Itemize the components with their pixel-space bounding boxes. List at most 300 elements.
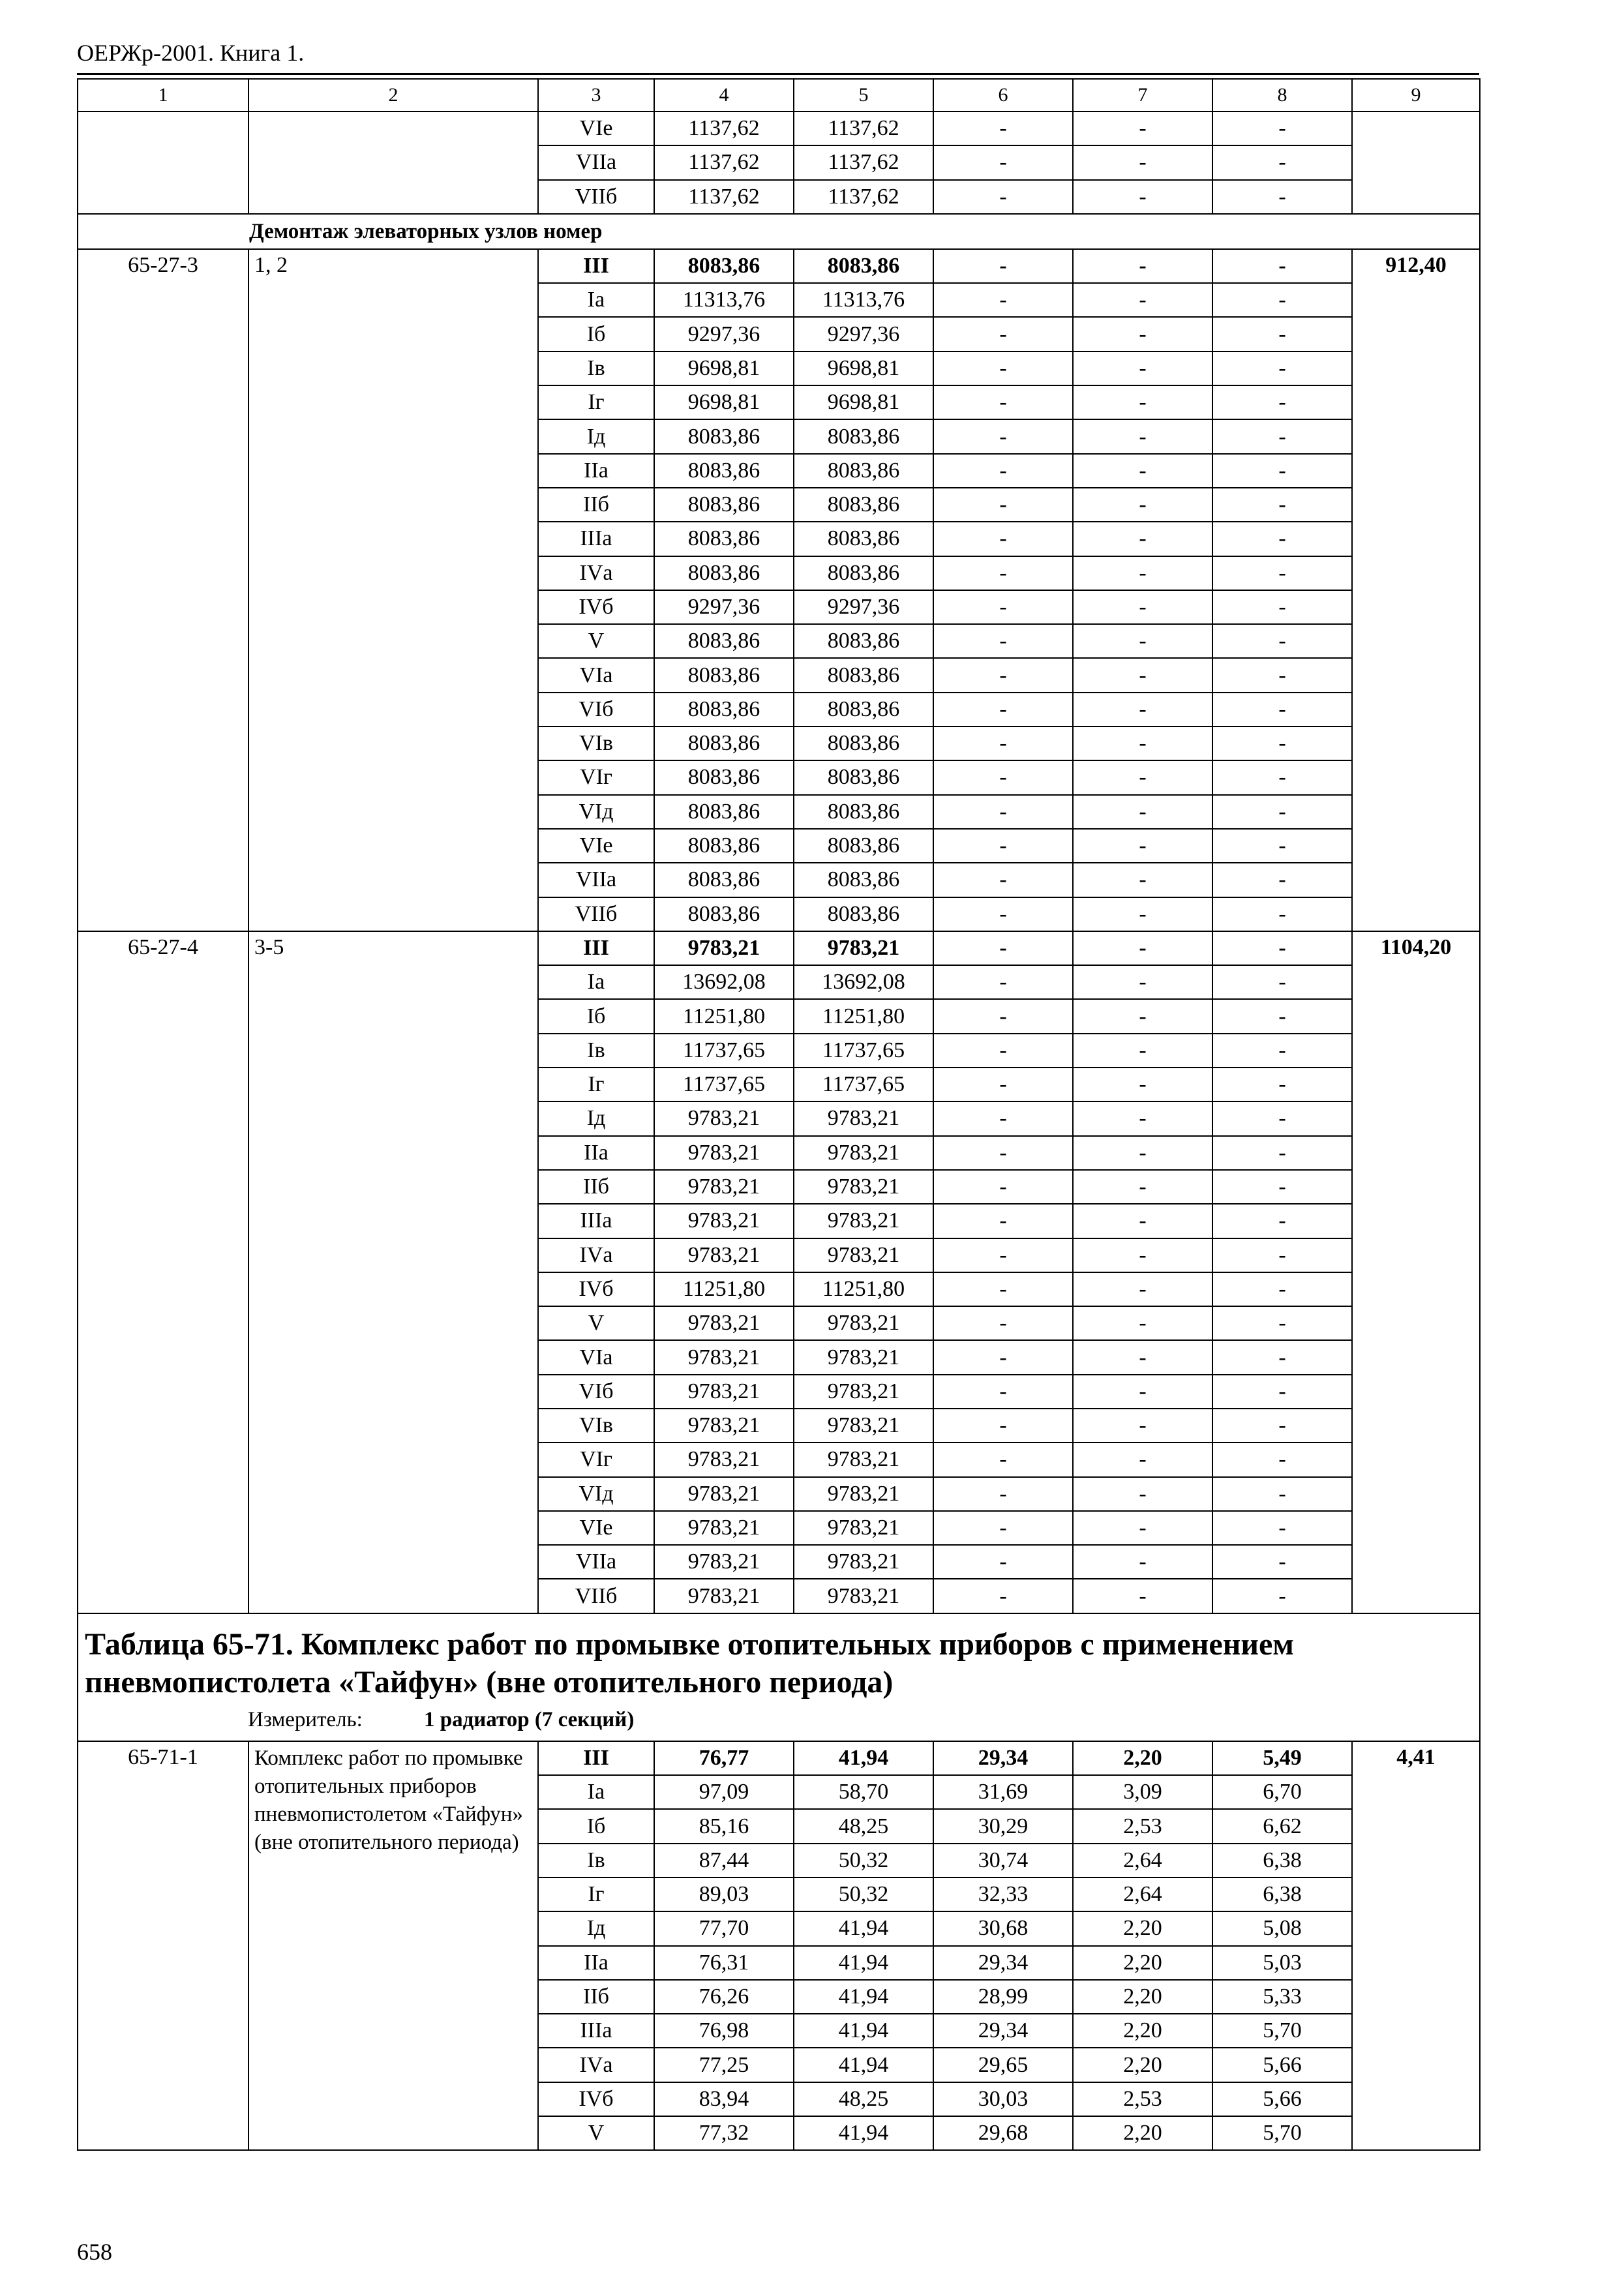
value-cell-5: 8083,86: [794, 454, 933, 488]
group-cell: VIб: [538, 1375, 654, 1409]
value-cell-7: -: [1073, 488, 1212, 522]
value-cell-4: 8083,86: [654, 419, 794, 453]
group-cell: IIа: [538, 454, 654, 488]
column-number: 1: [78, 79, 248, 112]
value-cell-4: 11737,65: [654, 1068, 794, 1101]
value-cell-4: 76,77: [654, 1741, 794, 1775]
value-cell-4: 9783,21: [654, 1238, 794, 1272]
value-cell-5: 9783,21: [794, 1477, 933, 1511]
value-cell-8: 5,49: [1212, 1741, 1352, 1775]
value-cell-4: 9783,21: [654, 1545, 794, 1579]
value-cell-6: -: [933, 1409, 1073, 1443]
value-cell-5: 11313,76: [794, 283, 933, 317]
value-cell-4: 8083,86: [654, 249, 794, 283]
value-cell-4: 77,32: [654, 2116, 794, 2150]
value-cell-4: 13692,08: [654, 965, 794, 999]
value-cell-6: -: [933, 658, 1073, 692]
value-cell-6: -: [933, 965, 1073, 999]
value-cell-8: -: [1212, 249, 1352, 283]
value-cell-8: 6,70: [1212, 1775, 1352, 1809]
value-cell-8: -: [1212, 556, 1352, 590]
value-cell-8: -: [1212, 419, 1352, 453]
group-cell: III: [538, 931, 654, 965]
value-cell-7: -: [1073, 726, 1212, 760]
value-cell-8: -: [1212, 1136, 1352, 1170]
value-cell-4: 9783,21: [654, 1101, 794, 1135]
value-cell-7: -: [1073, 249, 1212, 283]
group-cell: IIIа: [538, 522, 654, 556]
sum-cell: 4,41: [1352, 1741, 1480, 2151]
sum-cell: 912,40: [1352, 249, 1480, 931]
value-cell-8: -: [1212, 658, 1352, 692]
value-cell-7: -: [1073, 180, 1212, 214]
group-cell: VIе: [538, 112, 654, 145]
group-cell: Iд: [538, 1101, 654, 1135]
value-cell-4: 87,44: [654, 1844, 794, 1878]
value-cell-7: -: [1073, 1136, 1212, 1170]
price-table: [77, 78, 1481, 2151]
group-cell: VIг: [538, 760, 654, 794]
code-cell: [78, 112, 248, 214]
value-cell-6: -: [933, 352, 1073, 385]
value-cell-6: -: [933, 1511, 1073, 1545]
value-cell-8: -: [1212, 1579, 1352, 1613]
value-cell-7: -: [1073, 965, 1212, 999]
value-cell-8: 6,38: [1212, 1878, 1352, 1911]
value-cell-8: -: [1212, 931, 1352, 965]
value-cell-5: 8083,86: [794, 693, 933, 726]
value-cell-8: -: [1212, 454, 1352, 488]
group-cell: Iв: [538, 1844, 654, 1878]
value-cell-8: -: [1212, 1101, 1352, 1135]
value-cell-8: 5,66: [1212, 2048, 1352, 2082]
value-cell-6: -: [933, 1340, 1073, 1374]
value-cell-6: -: [933, 556, 1073, 590]
price-table-body: [78, 79, 1480, 2150]
value-cell-5: 8083,86: [794, 522, 933, 556]
value-cell-8: -: [1212, 1545, 1352, 1579]
value-cell-4: 9783,21: [654, 1409, 794, 1443]
value-cell-5: 9783,21: [794, 1101, 933, 1135]
value-cell-4: 76,98: [654, 2014, 794, 2048]
value-cell-6: 29,34: [933, 2014, 1073, 2048]
value-cell-5: 9783,21: [794, 1579, 933, 1613]
value-cell-7: -: [1073, 419, 1212, 453]
value-cell-5: 8083,86: [794, 863, 933, 897]
value-cell-7: -: [1073, 1238, 1212, 1272]
value-cell-6: 29,65: [933, 2048, 1073, 2082]
group-cell: Iв: [538, 352, 654, 385]
value-cell-5: 8083,86: [794, 419, 933, 453]
value-cell-4: 8083,86: [654, 795, 794, 829]
value-cell-5: 11737,65: [794, 1068, 933, 1101]
value-cell-5: 8083,86: [794, 897, 933, 931]
value-cell-5: 48,25: [794, 2082, 933, 2116]
value-cell-4: 8083,86: [654, 829, 794, 863]
value-cell-8: -: [1212, 1340, 1352, 1374]
value-cell-7: -: [1073, 1170, 1212, 1204]
value-cell-7: 2,53: [1073, 1809, 1212, 1843]
group-cell: VIб: [538, 693, 654, 726]
value-cell-5: 9783,21: [794, 1340, 933, 1374]
group-cell: IIIа: [538, 1204, 654, 1238]
value-cell-8: -: [1212, 1068, 1352, 1101]
value-cell-5: 50,32: [794, 1878, 933, 1911]
group-cell: VIIа: [538, 145, 654, 179]
value-cell-8: -: [1212, 863, 1352, 897]
value-cell-7: 2,64: [1073, 1878, 1212, 1911]
value-cell-6: 32,33: [933, 1878, 1073, 1911]
value-cell-8: -: [1212, 352, 1352, 385]
value-cell-7: 2,20: [1073, 2014, 1212, 2048]
value-cell-4: 9783,21: [654, 1375, 794, 1409]
value-cell-5: 9783,21: [794, 931, 933, 965]
value-cell-7: -: [1073, 352, 1212, 385]
value-cell-4: 8083,86: [654, 522, 794, 556]
value-cell-7: -: [1073, 624, 1212, 658]
value-cell-8: -: [1212, 1238, 1352, 1272]
value-cell-5: 9783,21: [794, 1170, 933, 1204]
group-cell: VIв: [538, 1409, 654, 1443]
group-cell: Iг: [538, 385, 654, 419]
value-cell-7: -: [1073, 1101, 1212, 1135]
value-cell-7: -: [1073, 760, 1212, 794]
value-cell-5: 58,70: [794, 1775, 933, 1809]
group-cell: Iг: [538, 1068, 654, 1101]
value-cell-6: -: [933, 1136, 1073, 1170]
group-cell: VIе: [538, 1511, 654, 1545]
value-cell-4: 8083,86: [654, 624, 794, 658]
value-cell-5: 41,94: [794, 1741, 933, 1775]
value-cell-6: -: [933, 385, 1073, 419]
table-row: [78, 112, 1480, 145]
value-cell-4: 8083,86: [654, 863, 794, 897]
table-row: [78, 1741, 1480, 1775]
group-cell: Iб: [538, 999, 654, 1033]
header-rule: [77, 73, 1479, 75]
value-cell-7: -: [1073, 283, 1212, 317]
value-cell-7: -: [1073, 1272, 1212, 1306]
value-cell-6: -: [933, 931, 1073, 965]
column-number: 5: [794, 79, 933, 112]
value-cell-8: -: [1212, 829, 1352, 863]
name-cell: 3-5: [248, 931, 538, 1613]
value-cell-7: 2,20: [1073, 1946, 1212, 1980]
value-cell-8: -: [1212, 317, 1352, 351]
value-cell-8: -: [1212, 522, 1352, 556]
value-cell-6: -: [933, 760, 1073, 794]
value-cell-8: -: [1212, 726, 1352, 760]
value-cell-4: 76,26: [654, 1980, 794, 2014]
value-cell-4: 77,70: [654, 1911, 794, 1945]
value-cell-7: -: [1073, 1034, 1212, 1068]
value-cell-6: -: [933, 999, 1073, 1033]
column-number: 3: [538, 79, 654, 112]
group-cell: VIIа: [538, 863, 654, 897]
value-cell-5: 9698,81: [794, 385, 933, 419]
value-cell-7: 2,53: [1073, 2082, 1212, 2116]
group-cell: Iа: [538, 1775, 654, 1809]
value-cell-6: -: [933, 454, 1073, 488]
value-cell-5: 8083,86: [794, 624, 933, 658]
value-cell-4: 8083,86: [654, 897, 794, 931]
value-cell-7: 2,20: [1073, 1980, 1212, 2014]
value-cell-4: 8083,86: [654, 658, 794, 692]
value-cell-8: -: [1212, 590, 1352, 624]
value-cell-5: 1137,62: [794, 112, 933, 145]
value-cell-8: 5,70: [1212, 2116, 1352, 2150]
value-cell-5: 11251,80: [794, 999, 933, 1033]
group-cell: Iа: [538, 965, 654, 999]
value-cell-8: -: [1212, 385, 1352, 419]
value-cell-5: 9783,21: [794, 1511, 933, 1545]
group-cell: IIб: [538, 488, 654, 522]
value-cell-5: 1137,62: [794, 145, 933, 179]
value-cell-6: -: [933, 522, 1073, 556]
value-cell-8: 5,70: [1212, 2014, 1352, 2048]
value-cell-5: 9783,21: [794, 1443, 933, 1476]
value-cell-5: 8083,86: [794, 488, 933, 522]
group-cell: Iг: [538, 1878, 654, 1911]
value-cell-8: -: [1212, 1306, 1352, 1340]
measure-value: 1 радиатор (7 секций): [424, 1707, 635, 1731]
value-cell-8: -: [1212, 1409, 1352, 1443]
column-number-row: [78, 79, 1480, 112]
value-cell-6: 30,74: [933, 1844, 1073, 1878]
value-cell-6: -: [933, 829, 1073, 863]
value-cell-8: -: [1212, 1375, 1352, 1409]
value-cell-7: -: [1073, 999, 1212, 1033]
value-cell-8: -: [1212, 180, 1352, 214]
value-cell-7: -: [1073, 1204, 1212, 1238]
value-cell-6: 30,03: [933, 2082, 1073, 2116]
value-cell-7: -: [1073, 1306, 1212, 1340]
value-cell-5: 9783,21: [794, 1409, 933, 1443]
table-title-row: [78, 1613, 1480, 1741]
value-cell-6: -: [933, 1101, 1073, 1135]
value-cell-4: 8083,86: [654, 726, 794, 760]
group-cell: IIб: [538, 1170, 654, 1204]
group-cell: IVб: [538, 2082, 654, 2116]
value-cell-5: 8083,86: [794, 556, 933, 590]
group-cell: IVа: [538, 2048, 654, 2082]
value-cell-6: -: [933, 1545, 1073, 1579]
group-cell: VIг: [538, 1443, 654, 1476]
table-measure: [85, 1707, 1473, 1733]
value-cell-8: -: [1212, 1170, 1352, 1204]
value-cell-5: 8083,86: [794, 829, 933, 863]
value-cell-5: 1137,62: [794, 180, 933, 214]
value-cell-4: 9783,21: [654, 1340, 794, 1374]
value-cell-5: 9783,21: [794, 1136, 933, 1170]
value-cell-5: 41,94: [794, 1946, 933, 1980]
value-cell-6: -: [933, 1272, 1073, 1306]
value-cell-6: -: [933, 1477, 1073, 1511]
value-cell-6: 29,68: [933, 2116, 1073, 2150]
value-cell-7: -: [1073, 1409, 1212, 1443]
value-cell-5: 13692,08: [794, 965, 933, 999]
value-cell-7: -: [1073, 556, 1212, 590]
value-cell-6: -: [933, 317, 1073, 351]
name-cell: [248, 112, 538, 214]
value-cell-7: -: [1073, 795, 1212, 829]
value-cell-6: -: [933, 863, 1073, 897]
value-cell-4: 83,94: [654, 2082, 794, 2116]
value-cell-7: 2,20: [1073, 2048, 1212, 2082]
value-cell-5: 41,94: [794, 1911, 933, 1945]
value-cell-7: 2,20: [1073, 2116, 1212, 2150]
value-cell-7: -: [1073, 1545, 1212, 1579]
value-cell-5: 9783,21: [794, 1306, 933, 1340]
value-cell-6: -: [933, 590, 1073, 624]
value-cell-8: -: [1212, 112, 1352, 145]
group-cell: VIд: [538, 795, 654, 829]
sum-cell: [1352, 112, 1480, 214]
value-cell-8: 5,08: [1212, 1911, 1352, 1945]
value-cell-4: 9698,81: [654, 385, 794, 419]
group-cell: Iд: [538, 1911, 654, 1945]
column-number: 2: [248, 79, 538, 112]
table-title: Таблица 65-71. Комплекс работ по промывке отопительных приборов с применением пневмопистолета «Тайфун» (вне отопительного периода): [85, 1626, 1294, 1699]
value-cell-6: -: [933, 1034, 1073, 1068]
group-cell: IVб: [538, 1272, 654, 1306]
value-cell-8: -: [1212, 965, 1352, 999]
section-heading-row: [78, 214, 1480, 249]
value-cell-7: -: [1073, 590, 1212, 624]
value-cell-5: 41,94: [794, 1980, 933, 2014]
value-cell-7: -: [1073, 145, 1212, 179]
value-cell-7: -: [1073, 1375, 1212, 1409]
value-cell-7: -: [1073, 1443, 1212, 1476]
value-cell-8: -: [1212, 795, 1352, 829]
value-cell-4: 77,25: [654, 2048, 794, 2082]
measure-label: Измеритель:: [248, 1707, 363, 1731]
value-cell-7: -: [1073, 522, 1212, 556]
group-cell: Iа: [538, 283, 654, 317]
value-cell-6: -: [933, 795, 1073, 829]
value-cell-5: 41,94: [794, 2116, 933, 2150]
value-cell-5: 9783,21: [794, 1204, 933, 1238]
value-cell-5: 9297,36: [794, 317, 933, 351]
value-cell-7: -: [1073, 897, 1212, 931]
value-cell-7: -: [1073, 317, 1212, 351]
name-cell: Комплекс работ по промывке отопительных приборов пневмопистолетом «Тайфун» (вне отопительного периода): [248, 1741, 538, 2151]
value-cell-4: 9783,21: [654, 931, 794, 965]
value-cell-6: -: [933, 1375, 1073, 1409]
value-cell-8: -: [1212, 1204, 1352, 1238]
value-cell-6: -: [933, 693, 1073, 726]
value-cell-6: -: [933, 1068, 1073, 1101]
table-row: [78, 931, 1480, 965]
value-cell-8: -: [1212, 1443, 1352, 1476]
value-cell-6: -: [933, 624, 1073, 658]
value-cell-6: -: [933, 180, 1073, 214]
value-cell-5: 11737,65: [794, 1034, 933, 1068]
group-cell: V: [538, 1306, 654, 1340]
value-cell-7: -: [1073, 1511, 1212, 1545]
value-cell-8: -: [1212, 1477, 1352, 1511]
value-cell-7: -: [1073, 454, 1212, 488]
value-cell-5: 8083,86: [794, 795, 933, 829]
table-row: [78, 249, 1480, 283]
group-cell: VIIб: [538, 1579, 654, 1613]
value-cell-5: 9783,21: [794, 1375, 933, 1409]
value-cell-5: 41,94: [794, 2014, 933, 2048]
value-cell-4: 9783,21: [654, 1136, 794, 1170]
value-cell-7: 2,20: [1073, 1741, 1212, 1775]
value-cell-7: -: [1073, 658, 1212, 692]
group-cell: IIб: [538, 1980, 654, 2014]
value-cell-7: -: [1073, 1068, 1212, 1101]
value-cell-7: -: [1073, 931, 1212, 965]
code-cell: 65-27-4: [78, 931, 248, 1613]
value-cell-4: 9783,21: [654, 1306, 794, 1340]
page-header: ОЕРЖр-2001. Книга 1.: [77, 40, 305, 66]
group-cell: VIд: [538, 1477, 654, 1511]
value-cell-4: 1137,62: [654, 145, 794, 179]
value-cell-5: 8083,86: [794, 726, 933, 760]
code-cell: 65-27-3: [78, 249, 248, 931]
value-cell-4: 9297,36: [654, 590, 794, 624]
value-cell-6: -: [933, 897, 1073, 931]
value-cell-6: -: [933, 1204, 1073, 1238]
value-cell-6: -: [933, 1579, 1073, 1613]
value-cell-6: -: [933, 145, 1073, 179]
value-cell-4: 9783,21: [654, 1443, 794, 1476]
value-cell-4: 9783,21: [654, 1204, 794, 1238]
value-cell-4: 9783,21: [654, 1579, 794, 1613]
value-cell-4: 8083,86: [654, 454, 794, 488]
value-cell-5: 8083,86: [794, 658, 933, 692]
value-cell-8: -: [1212, 760, 1352, 794]
value-cell-8: -: [1212, 488, 1352, 522]
value-cell-7: -: [1073, 693, 1212, 726]
value-cell-4: 97,09: [654, 1775, 794, 1809]
value-cell-6: -: [933, 726, 1073, 760]
value-cell-8: -: [1212, 283, 1352, 317]
value-cell-6: -: [933, 1170, 1073, 1204]
group-cell: IIIа: [538, 2014, 654, 2048]
value-cell-5: 41,94: [794, 2048, 933, 2082]
column-number: 8: [1212, 79, 1352, 112]
group-cell: Iв: [538, 1034, 654, 1068]
value-cell-8: -: [1212, 1034, 1352, 1068]
value-cell-4: 1137,62: [654, 180, 794, 214]
section-heading: Демонтаж элеваторных узлов номер: [78, 214, 1480, 249]
value-cell-4: 85,16: [654, 1809, 794, 1843]
value-cell-8: -: [1212, 999, 1352, 1033]
value-cell-4: 9698,81: [654, 352, 794, 385]
value-cell-6: 30,29: [933, 1809, 1073, 1843]
value-cell-8: -: [1212, 1511, 1352, 1545]
value-cell-4: 9297,36: [654, 317, 794, 351]
value-cell-6: -: [933, 1238, 1073, 1272]
value-cell-6: 29,34: [933, 1741, 1073, 1775]
group-cell: VIIа: [538, 1545, 654, 1579]
value-cell-4: 11737,65: [654, 1034, 794, 1068]
value-cell-7: -: [1073, 385, 1212, 419]
group-cell: III: [538, 249, 654, 283]
value-cell-5: 9698,81: [794, 352, 933, 385]
value-cell-6: -: [933, 249, 1073, 283]
group-cell: Iб: [538, 1809, 654, 1843]
value-cell-4: 8083,86: [654, 693, 794, 726]
group-cell: V: [538, 624, 654, 658]
value-cell-7: -: [1073, 1477, 1212, 1511]
value-cell-4: 89,03: [654, 1878, 794, 1911]
value-cell-7: 2,20: [1073, 1911, 1212, 1945]
group-cell: V: [538, 2116, 654, 2150]
